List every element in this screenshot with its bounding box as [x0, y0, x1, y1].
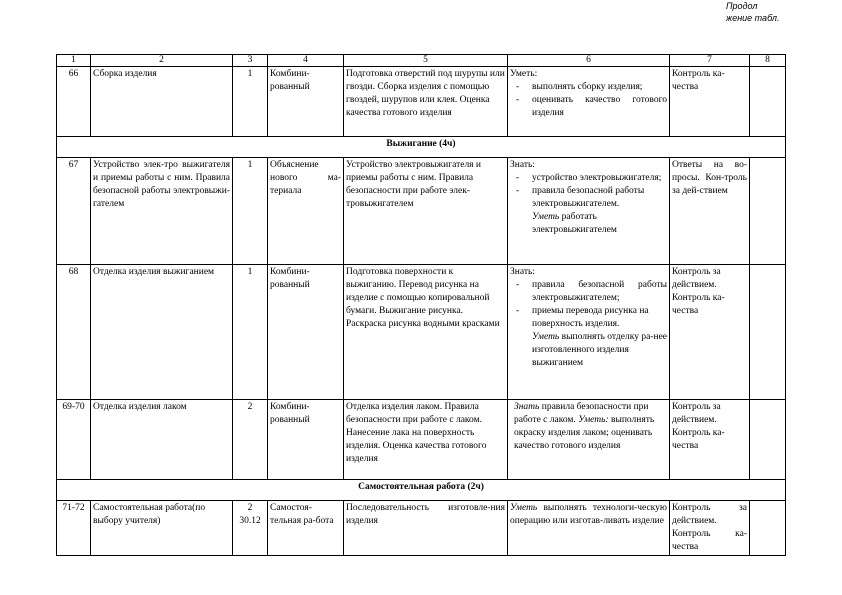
lesson-number: 71-72: [57, 501, 91, 556]
lesson-requirements: [508, 67, 670, 137]
header-col-5: 5: [344, 55, 508, 67]
lesson-content: Отделка изделия лаком. Правила безопасности при работе с лаком. Нанесение лака на поверхность изделия. Оценка качества готового изделия: [344, 400, 508, 480]
requirement-text: [510, 401, 667, 453]
section-row: [57, 137, 786, 158]
requirement-item: - правила безопасной работы электровыжигателем;: [510, 279, 667, 305]
lesson-control: Контроль ка-чества: [670, 67, 750, 137]
requirement-know-text: правила безопасности при работе с лаком.: [514, 402, 649, 425]
requirement-extra: [510, 211, 667, 237]
table-row: [57, 400, 786, 480]
header-col-4: 4: [268, 55, 344, 67]
lesson-requirements: [508, 265, 670, 400]
requirement-item: - выполнять сборку изделия;: [510, 81, 667, 94]
lesson-type: Объяснение нового ма-териала: [268, 158, 344, 265]
lesson-number: 66: [57, 67, 91, 137]
requirement-item: - оценивать качество готового изделия: [510, 94, 667, 120]
lesson-date: 30.12: [239, 516, 261, 526]
table-row: [57, 265, 786, 400]
lesson-type: Самостоя-тельная ра-бота: [268, 501, 344, 556]
lesson-number: 69-70: [57, 400, 91, 480]
table-row: [57, 501, 786, 556]
requirement-know-label: Знать: [514, 402, 540, 412]
requirement-item: - устройство электровыжигателя;: [510, 172, 667, 185]
lesson-hours: 1: [233, 265, 268, 400]
lesson-title: Устройство элек-тро выжигателя и приемы работы с ним. Правила безопасной работы электровыжи-гателем: [91, 158, 233, 265]
lesson-content: Последовательность изготовле-ния изделия: [344, 501, 508, 556]
header-col-8: 8: [750, 55, 786, 67]
section-heading: Самостоятельная работа (2ч): [57, 480, 786, 501]
lesson-title: Самостоятельная работа(по выбору учителя): [91, 501, 233, 556]
lesson-control: Контроль за действием. Контроль ка-чества: [670, 501, 750, 556]
header-col-1: 1: [57, 55, 91, 67]
empty-cell: [750, 501, 786, 556]
empty-cell: [750, 400, 786, 480]
section-heading: Выжигание (4ч): [57, 137, 786, 158]
requirement-item: - приемы перевода рисунка на поверхность изделия.: [510, 305, 667, 331]
lesson-requirements: [508, 158, 670, 265]
lesson-type: Комбини-рованный: [268, 67, 344, 137]
lesson-hours: 1: [233, 158, 268, 265]
header-col-6: 6: [508, 55, 670, 67]
requirement-can-label: Уметь: [510, 503, 538, 513]
section-row: [57, 480, 786, 501]
table-row: [57, 67, 786, 137]
requirement-can-text: выполнять окраску изделия лаком; оценивать качество готового изделия: [514, 415, 655, 451]
empty-cell: [750, 67, 786, 137]
lesson-hours: 1: [233, 67, 268, 137]
lesson-title: Отделка изделия лаком: [91, 400, 233, 480]
header-col-3: 3: [233, 55, 268, 67]
continuation-note: Продол жение табл.: [726, 1, 780, 23]
header-col-2: 2: [91, 55, 233, 67]
requirements-intro: Знать:: [510, 160, 535, 170]
lesson-content: Устройство электровыжигателя и приемы работы с ним. Правила безопасности при работе элек-тровыжигателем: [344, 158, 508, 265]
lesson-hours-date: [233, 501, 268, 556]
lesson-number: 67: [57, 158, 91, 265]
requirement-extra-text: работать электровыжигателем: [532, 212, 617, 235]
lesson-title: Отделка изделия выжиганием: [91, 265, 233, 400]
lesson-control: Контроль за действием. Контроль ка-чества: [670, 400, 750, 480]
requirement-item: - правила безопасной работы электровыжигателем.: [510, 185, 667, 211]
header-col-7: 7: [670, 55, 750, 67]
lesson-plan-table: [56, 54, 786, 556]
requirement-extra: [510, 331, 667, 370]
table-row: [57, 158, 786, 265]
lesson-requirements: [508, 501, 670, 556]
lesson-hours: 2: [233, 400, 268, 480]
lesson-hours: 2: [247, 503, 253, 513]
requirements-intro: Знать:: [510, 267, 535, 277]
lesson-type: Комбини-рованный: [268, 265, 344, 400]
lesson-type: Комбини-рованный: [268, 400, 344, 480]
lesson-requirements: [508, 400, 670, 480]
lesson-number: 68: [57, 265, 91, 400]
requirement-can-text: выполнять технологи-ческую операцию или изготав-ливать изделие: [510, 503, 667, 526]
requirement-extra-label: Уметь: [532, 212, 560, 222]
lesson-title: Сборка изделия: [91, 67, 233, 137]
lesson-content: Подготовка поверхности к выжиганию. Перевод рисунка на изделие с помощью копировальной бумаги. Выжигание рисунка. Раскраска рисунка водными красками: [344, 265, 508, 400]
lesson-content: Подготовка отверстий под шурупы или гвозди. Сборка изделия с помощью гвоздей, шурупов или клея. Оценка качества готового изделия: [344, 67, 508, 137]
header-row: [57, 55, 786, 67]
lesson-control: Ответы на во-просы. Кон-троль за дей-ствием: [670, 158, 750, 265]
empty-cell: [750, 265, 786, 400]
empty-cell: [750, 158, 786, 265]
requirements-intro: Уметь:: [510, 69, 538, 79]
requirement-extra-text: выполнять отделку ра-нее изготовленного изделия выжиганием: [532, 332, 667, 368]
requirement-can-label: Уметь:: [578, 415, 609, 425]
requirement-extra-label: Уметь: [532, 332, 560, 342]
lesson-control: Контроль за действием. Контроль ка-чества: [670, 265, 750, 400]
